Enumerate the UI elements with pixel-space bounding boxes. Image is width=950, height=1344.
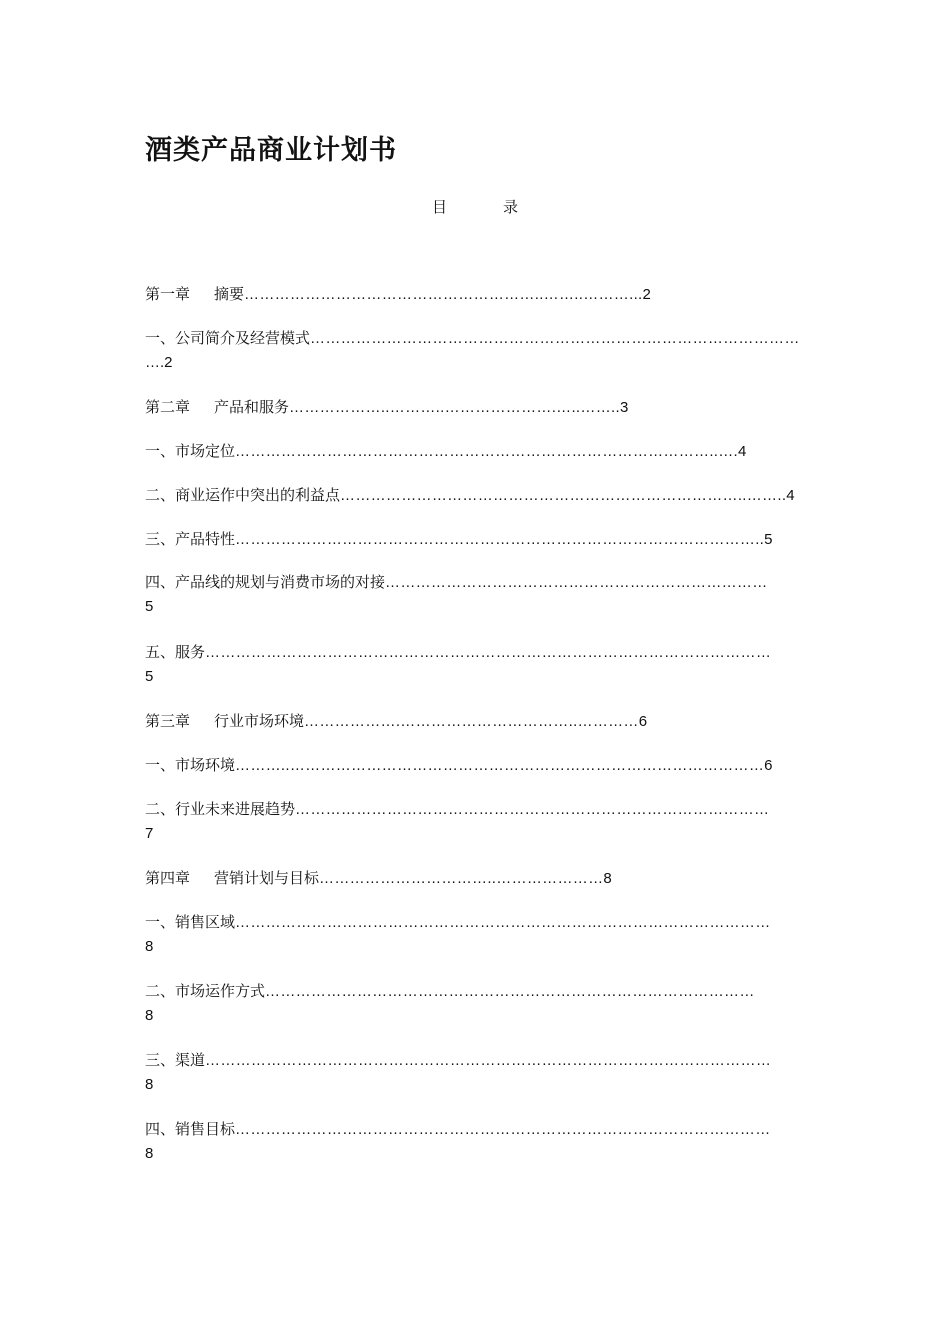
toc-entry[interactable] — [145, 866, 805, 891]
toc-page-number: 5 — [764, 531, 773, 548]
toc-entry-text: 一、公司简介及经营模式 — [145, 329, 311, 347]
toc-entry-text: 产品和服务 — [214, 398, 290, 416]
toc-entry[interactable] — [145, 1117, 805, 1166]
toc-page-number: 5 — [145, 598, 154, 615]
toc-leader-dots: …………………………………………………………………………………… — [310, 330, 800, 347]
toc-page-number: 4 — [786, 487, 795, 504]
toc-entry-text: 行业市场环境 — [214, 712, 305, 730]
toc-chapter: 第二章 — [145, 398, 191, 416]
toc-entry-text: 五、服务 — [145, 643, 206, 661]
toc-page-number: 7 — [145, 825, 154, 842]
toc-entry[interactable] — [145, 797, 805, 846]
toc-page-number: 6 — [638, 713, 648, 730]
toc-page-number: 4 — [738, 443, 747, 460]
toc-entry-text: 营销计划与目标 — [214, 869, 320, 887]
toc-leader-dots: …………………………………………………………………………………………… — [235, 1121, 771, 1138]
toc-chapter: 第四章 — [145, 869, 191, 887]
toc-leader-dots: ………………………………………………………………………………………………… — [205, 644, 772, 661]
toc-page-number: ….2 — [145, 354, 173, 371]
toc-heading-char-2: 录 — [503, 198, 519, 216]
toc-leader-dots: ………………………………………………………………………………………………… — [205, 1052, 772, 1069]
toc-entry[interactable] — [145, 395, 805, 420]
toc-entry[interactable] — [145, 1048, 805, 1097]
toc-entry-text: 摘要 — [214, 285, 245, 303]
toc-leader-dots: …………………………………………………………………………………… — [265, 983, 755, 1000]
toc-leader-dots: ………………………………………………………………………………… — [295, 801, 770, 818]
toc-heading-char-1: 目 — [431, 198, 447, 216]
toc-leader-dots: …………………………………………………..……..………... — [244, 286, 643, 303]
toc-entry[interactable] — [145, 570, 805, 619]
toc-page-number: 2 — [642, 286, 651, 303]
toc-entry-text: 四、产品线的规划与消费市场的对接 — [145, 573, 386, 591]
toc-entry[interactable] — [145, 709, 805, 734]
toc-page-number: 8 — [603, 870, 612, 887]
toc-entry-text: 一、市场定位 — [145, 442, 236, 460]
toc-page-number: 6 — [764, 757, 773, 774]
toc-heading — [0, 196, 950, 217]
toc-entry-text: 三、产品特性 — [145, 530, 236, 548]
toc-leader-dots: ………………..………..………………….…..…….. — [289, 399, 620, 416]
toc-leader-dots: ………………………………………………………………………………………….. — [235, 531, 765, 548]
toc-entry[interactable] — [145, 753, 805, 778]
toc-chapter: 第三章 — [145, 712, 191, 730]
toc-entry-text: 四、销售目标 — [145, 1120, 236, 1138]
toc-page-number: 8 — [145, 1007, 154, 1024]
toc-entry-text: 一、销售区域 — [145, 913, 236, 931]
toc-leader-dots: ………………………………………………………………… — [385, 574, 768, 591]
document-title: 酒类产品商业计划书 — [145, 135, 397, 166]
toc-chapter: 第一章 — [145, 285, 191, 303]
toc-leader-dots: ……………….……………………………..………… — [304, 713, 639, 730]
toc-entry[interactable] — [145, 483, 805, 508]
toc-leader-dots: ………..………………………………………………………………………………… — [235, 757, 765, 774]
toc-entry-text: 二、行业未来进展趋势 — [145, 800, 296, 818]
toc-page-number: 8 — [145, 1076, 154, 1093]
toc-entry[interactable] — [145, 439, 805, 464]
toc-leader-dots: …………………………………………………………………………………………… — [235, 914, 771, 931]
toc-entry[interactable] — [145, 326, 805, 375]
toc-leader-dots: ……………………………..………………… — [319, 870, 604, 887]
toc-entry-text: 三、渠道 — [145, 1051, 206, 1069]
toc-leader-dots: …………………………………………………………………………………..…. — [235, 443, 739, 460]
toc-entry[interactable] — [145, 527, 805, 552]
toc-entry[interactable] — [145, 979, 805, 1028]
toc-page-number: 3 — [619, 399, 629, 416]
toc-page-number: 8 — [145, 1145, 154, 1162]
toc-entry-text: 一、市场环境 — [145, 756, 236, 774]
toc-leader-dots: ……………………………………………………………………..…….. — [340, 487, 787, 504]
toc-entry[interactable] — [145, 640, 805, 689]
toc-entry[interactable] — [145, 282, 805, 307]
toc-page-number: 8 — [145, 938, 154, 955]
toc-entry-text: 二、商业运作中突出的利益点 — [145, 486, 341, 504]
toc-page-number: 5 — [145, 668, 154, 685]
toc-entry-text: 二、市场运作方式 — [145, 982, 266, 1000]
toc-entry[interactable] — [145, 910, 805, 959]
